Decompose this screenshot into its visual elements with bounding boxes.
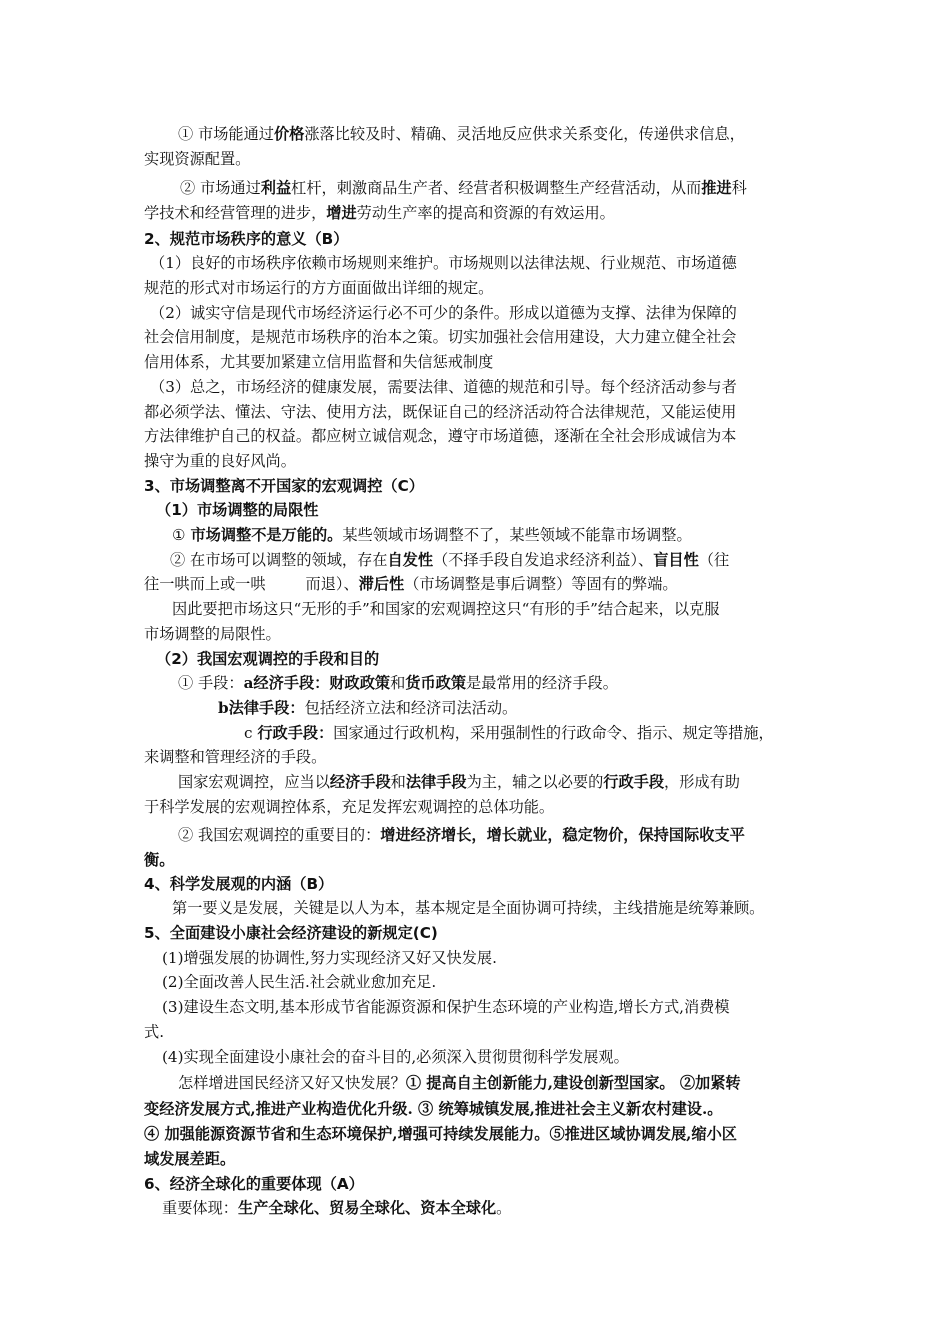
text: 和 <box>390 773 406 791</box>
text-bold: 增进经济增长，增长就业，稳定物价，保持国际收支平 <box>380 826 745 844</box>
text: 杠杆，刺激商品生产者、经营者积极调整生产经营活动，从而 <box>291 179 702 197</box>
text: ② 我国宏观调控的重要目的： <box>178 826 381 844</box>
text: 包括经济立法和经济司法活动。 <box>304 699 518 717</box>
paragraph-line: 于科学发展的宏观调控体系，充足发挥宏观调控的总体功能。 <box>144 798 555 816</box>
text: 实现资源配置。 <box>144 150 251 168</box>
text-bold: 市场调整不是万能的。 <box>190 526 343 544</box>
paragraph-line <box>172 525 692 545</box>
paragraph-line <box>218 698 517 718</box>
section-heading-4: 4、科学发展观的内涵（B） <box>144 875 334 893</box>
paragraph-line: 信用体系，尤其要加紧建立信用监督和失信惩戒制度 <box>144 353 494 371</box>
text-bold: 推进 <box>701 179 732 197</box>
text: 劳动生产率的提高和资源的有效运用。 <box>356 204 615 222</box>
text: 是最常用的经济手段。 <box>466 674 618 692</box>
text: 涨落比较及时、精确、灵活地反应供求关系变化，传递供求信息， <box>304 125 745 143</box>
text: 为主，辅之以必要的 <box>466 773 604 791</box>
text: ① <box>172 526 191 544</box>
text: 国家宏观调控，应当以 <box>178 773 330 791</box>
text: （不择手段自发追求经济利益）、 <box>433 551 654 569</box>
text-bold: 货币政策 <box>405 674 467 692</box>
text: （市场调整是事后调整）等固有的弊端。 <box>404 575 678 593</box>
text-bold: 盲目性 <box>653 551 699 569</box>
paragraph-line: （1）良好的市场秩序依赖市场规则来维护。市场规则以法律法规、行业规范、市场道德 <box>150 254 737 272</box>
text-bold: 行政手段： <box>257 724 334 742</box>
text: 和 <box>390 674 406 692</box>
paragraph-line <box>144 574 678 594</box>
section-heading-2: 2、规范市场秩序的意义（B） <box>144 230 349 248</box>
text-bold: 自发性 <box>387 551 434 569</box>
paragraph-line: (3)建设生态文明,基本形成节省能源资源和保护生态环境的产业构造,增长方式,消费模 <box>162 998 730 1016</box>
text: 往一哄而上或一哄 <box>144 575 266 593</box>
text: 怎样增进国民经济又好又快发展？ <box>178 1074 406 1092</box>
paragraph-line <box>178 772 740 792</box>
paragraph-line <box>244 723 774 743</box>
text-bold: 滞后性 <box>358 575 405 593</box>
paragraph-line: (2)全面改善人民生活.社会就业愈加充足. <box>162 973 437 991</box>
paragraph-line: （2）诚实守信是现代市场经济运行必不可少的条件。形成以道德为支撑、法律为保障的 <box>150 304 737 322</box>
text-bold: 生产全球化、贸易全球化、资本全球化 <box>237 1199 497 1217</box>
paragraph-line <box>178 825 745 845</box>
paragraph-line: 操守为重的良好风尚。 <box>144 452 296 470</box>
text: c <box>244 724 258 742</box>
paragraph-line: （3）总之，市场经济的健康发展，需要法律、道德的规范和引导。每个经济活动参与者 <box>150 378 737 396</box>
paragraph-line: 变经济发展方式,推进产业构造优化升级. ③ 统筹城镇发展,推进社会主义新农村建设.。 <box>144 1100 723 1118</box>
text: ② 市场通过 <box>180 179 261 197</box>
paragraph-line: 规范的形式对市场运行的方方面面做出详细的规定。 <box>144 279 494 297</box>
text-bold: 价格 <box>273 125 305 143</box>
paragraph-line: 衡。 <box>144 851 175 869</box>
text: 某些领域市场调整不了，某些领域不能靠市场调整。 <box>342 526 692 544</box>
paragraph-line <box>144 149 250 169</box>
text: 学技术和经营管理的进步， <box>144 204 327 222</box>
paragraph-line: 市场调整的局限性。 <box>144 625 281 643</box>
text: 科 <box>731 179 747 197</box>
text: ① 手段： <box>178 674 244 692</box>
text-bold: ① 提高自主创新能力,建设创新型国家。 ②加紧转 <box>405 1074 741 1092</box>
paragraph-line: ④ 加强能源资源节省和生态环境保护,增强可持续发展能力。⑤推进区域协调发展,缩小区 <box>144 1125 737 1143</box>
paragraph-line <box>144 203 615 223</box>
text: ① 市场能通过 <box>178 125 274 143</box>
paragraph-line: 式. <box>144 1023 165 1041</box>
paragraph-line <box>178 673 618 693</box>
paragraph-line: 域发展差距。 <box>144 1150 236 1168</box>
text-bold: 经济手段 <box>329 773 391 791</box>
paragraph-line: 因此要把市场这只“无形的手”和国家的宏观调控这只“有形的手”结合起来，以克服 <box>172 600 720 618</box>
section-heading-3: 3、市场调整离不开国家的宏观调控（C） <box>144 477 424 495</box>
subheading: （2）我国宏观调控的手段和目的 <box>156 650 380 668</box>
paragraph-market-interest <box>180 178 747 198</box>
paragraph-line: 方法律维护自己的权益。都应树立诚信观念，遵守市场道德，逐渐在全社会形成诚信为本 <box>144 427 737 445</box>
text-bold: b法律手段： <box>218 699 305 717</box>
section-heading-5: 5、全面建设小康社会经济建设的新规定(C) <box>144 924 438 942</box>
text: 国家通过行政机构，采用强制性的行政命令、指示、规定等措施， <box>333 724 774 742</box>
text-bold: 行政手段 <box>603 773 664 791</box>
paragraph-line <box>178 1073 741 1093</box>
paragraph-line: (4)实现全面建设小康社会的奋斗目的,必须深入贯彻贯彻科学发展观。 <box>162 1048 629 1066</box>
paragraph-line: 来调整和管理经济的手段。 <box>144 748 327 766</box>
text: 而退）、 <box>305 575 359 593</box>
paragraph-line <box>170 550 729 570</box>
paragraph-market-price <box>178 124 745 144</box>
text: 。 <box>496 1199 512 1217</box>
text: （往 <box>698 551 730 569</box>
section-heading-6: 6、经济全球化的重要体现（A） <box>144 1175 364 1193</box>
paragraph-line: 社会信用制度，是规范市场秩序的治本之策。切实加强社会信用建设，大力建立健全社会 <box>144 328 737 346</box>
paragraph-line: 都必须学法、懂法、守法、使用方法，既保证自己的经济活动符合法律规范，又能运使用 <box>144 403 737 421</box>
text: ，形成有助 <box>664 773 740 791</box>
text-bold: a经济手段：财政政策 <box>243 674 391 692</box>
text: 重要体现： <box>162 1199 238 1217</box>
paragraph-line: 第一要义是发展，关键是以人为本，基本规定是全面协调可持续，主线措施是统筹兼顾。 <box>172 899 765 917</box>
paragraph-line <box>162 1198 511 1218</box>
paragraph-line: (1)增强发展的协调性,努力实现经济又好又快发展. <box>162 949 497 967</box>
text-bold: 增进 <box>326 204 357 222</box>
text-bold: 法律手段 <box>405 773 467 791</box>
text-bold: 利益 <box>260 179 292 197</box>
text: ② 在市场可以调整的领域，存在 <box>170 551 388 569</box>
subheading: （1）市场调整的局限性 <box>156 501 319 519</box>
